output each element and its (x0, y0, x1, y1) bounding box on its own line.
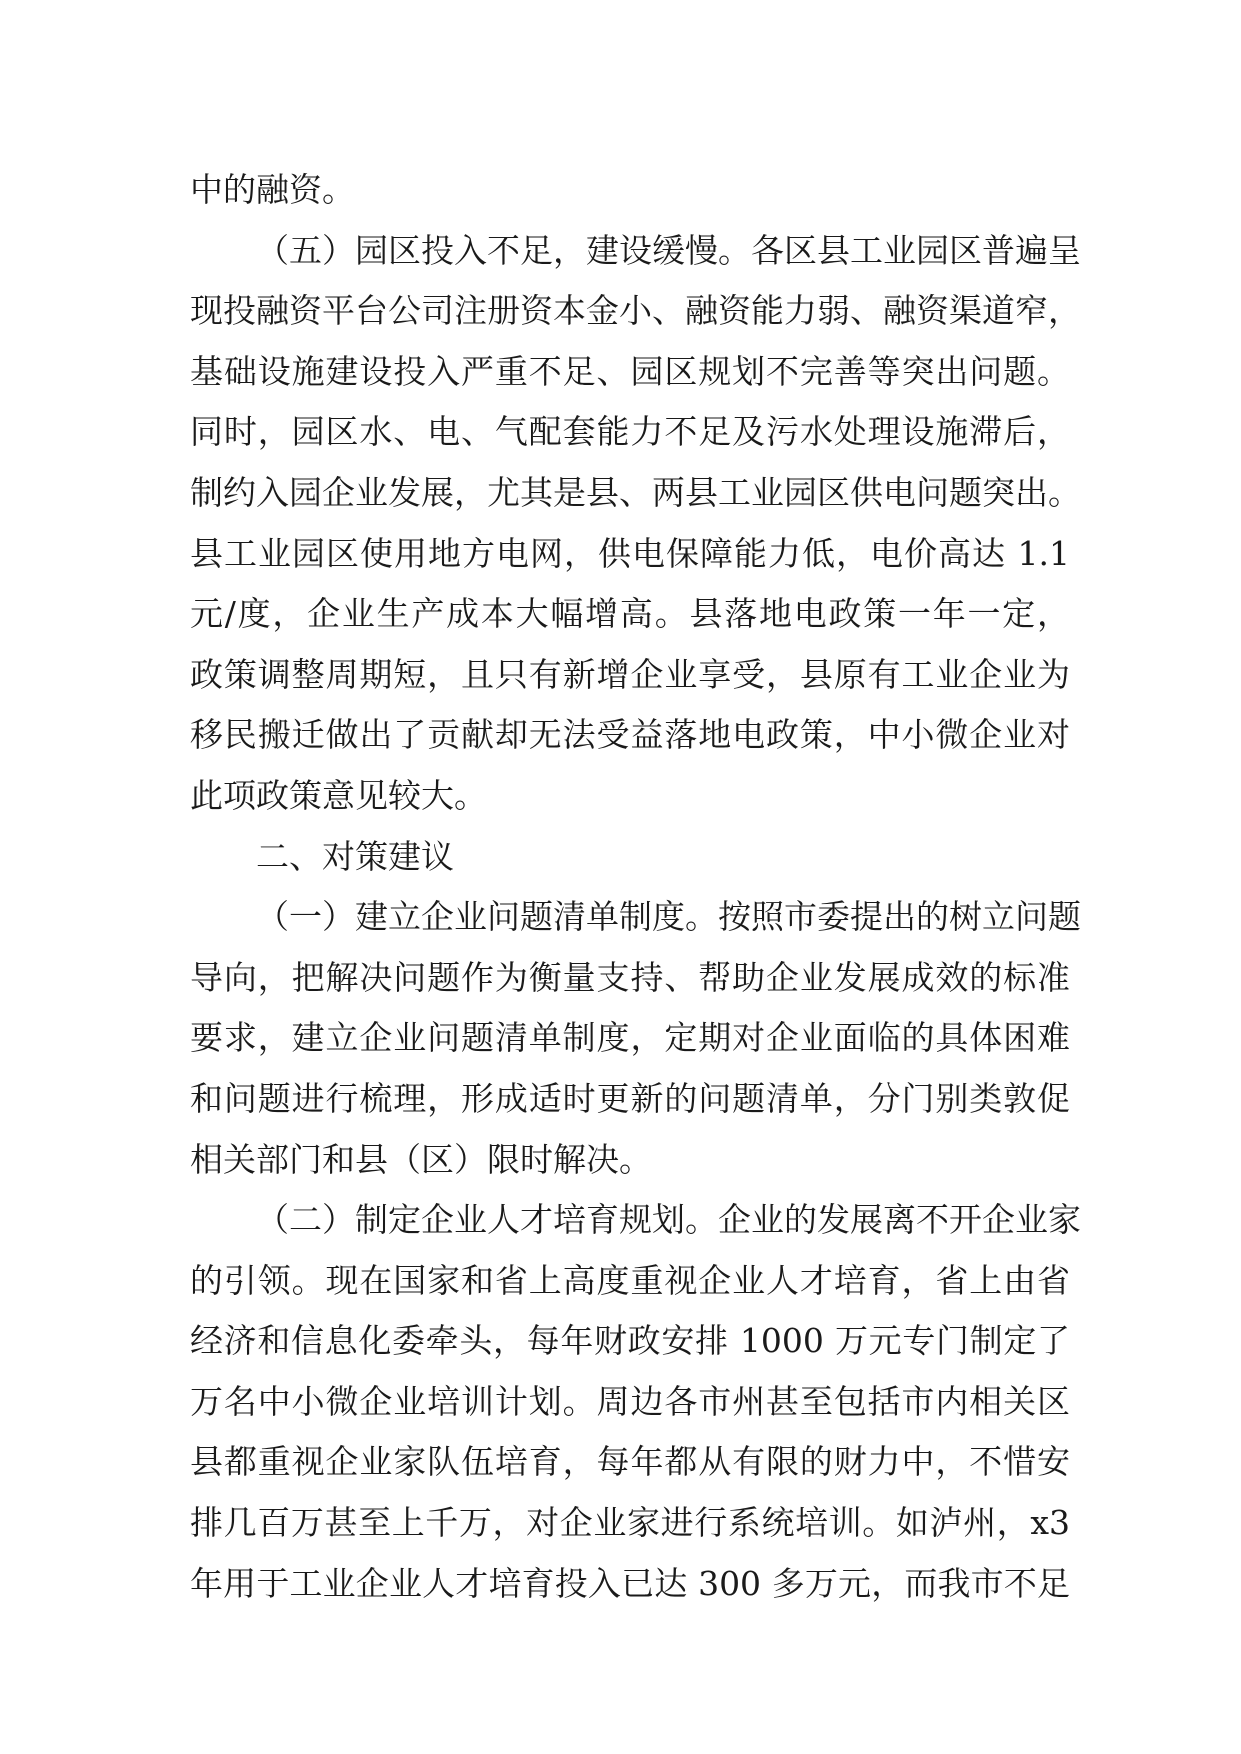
text-line: 县都重视企业家队伍培育，每年都从有限的财力中，不惜安 (190, 1442, 1070, 1482)
text-line: 和问题进行梳理，形成适时更新的问题清单，分门别类敦促 (190, 1078, 1070, 1118)
text-line: （二）制定企业人才培育规划。企业的发展离不开企业家 (256, 1200, 1081, 1240)
section-heading: 二、对策建议 (256, 836, 454, 876)
text-line: 年用于工业企业人才培育投入已达 300 多万元，而我市不足 (190, 1563, 1070, 1603)
text-line: 政策调整周期短，且只有新增企业享受，县原有工业企业为 (190, 654, 1070, 694)
text-line: 同时，园区水、电、气配套能力不足及污水处理设施滞后， (190, 412, 1070, 452)
text-line: 基础设施建设投入严重不足、园区规划不完善等突出问题。 (190, 351, 1070, 391)
text-line: 导向，把解决问题作为衡量支持、帮助企业发展成效的标准 (190, 957, 1070, 997)
text-line: 经济和信息化委牵头，每年财政安排 1000 万元专门制定了 (190, 1321, 1070, 1361)
text-line: 要求，建立企业问题清单制度，定期对企业面临的具体困难 (190, 1018, 1070, 1058)
text-line: 元/度，企业生产成本大幅增高。县落地电政策一年一定， (190, 594, 1070, 634)
text-line: 制约入园企业发展，尤其是县、两县工业园区供电问题突出。 (190, 472, 1081, 512)
text-line: 现投融资平台公司注册资本金小、融资能力弱、融资渠道窄， (190, 291, 1081, 331)
text-line: 中的融资。 (190, 170, 355, 209)
text-line: 的引领。现在国家和省上高度重视企业人才培育，省上由省 (190, 1260, 1070, 1300)
text-line: （一）建立企业问题清单制度。按照市委提出的树立问题 (256, 897, 1081, 937)
text-line: 县工业园区使用地方电网，供电保障能力低，电价高达 1.1 (190, 533, 1070, 573)
text-line: 万名中小微企业培训计划。周边各市州甚至包括市内相关区 (190, 1381, 1070, 1421)
text-line: （五）园区投入不足，建设缓慢。各区县工业园区普遍呈 (256, 230, 1081, 270)
text-line: 排几百万甚至上千万，对企业家进行系统培训。如泸州，x3 (190, 1503, 1070, 1543)
body-text (190, 160, 1081, 1614)
text-line: 相关部门和县（区）限时解决。 (190, 1139, 652, 1179)
text-line: 移民搬迁做出了贡献却无法受益落地电政策，中小微企业对 (190, 715, 1070, 755)
text-line: 此项政策意见较大。 (190, 775, 487, 815)
